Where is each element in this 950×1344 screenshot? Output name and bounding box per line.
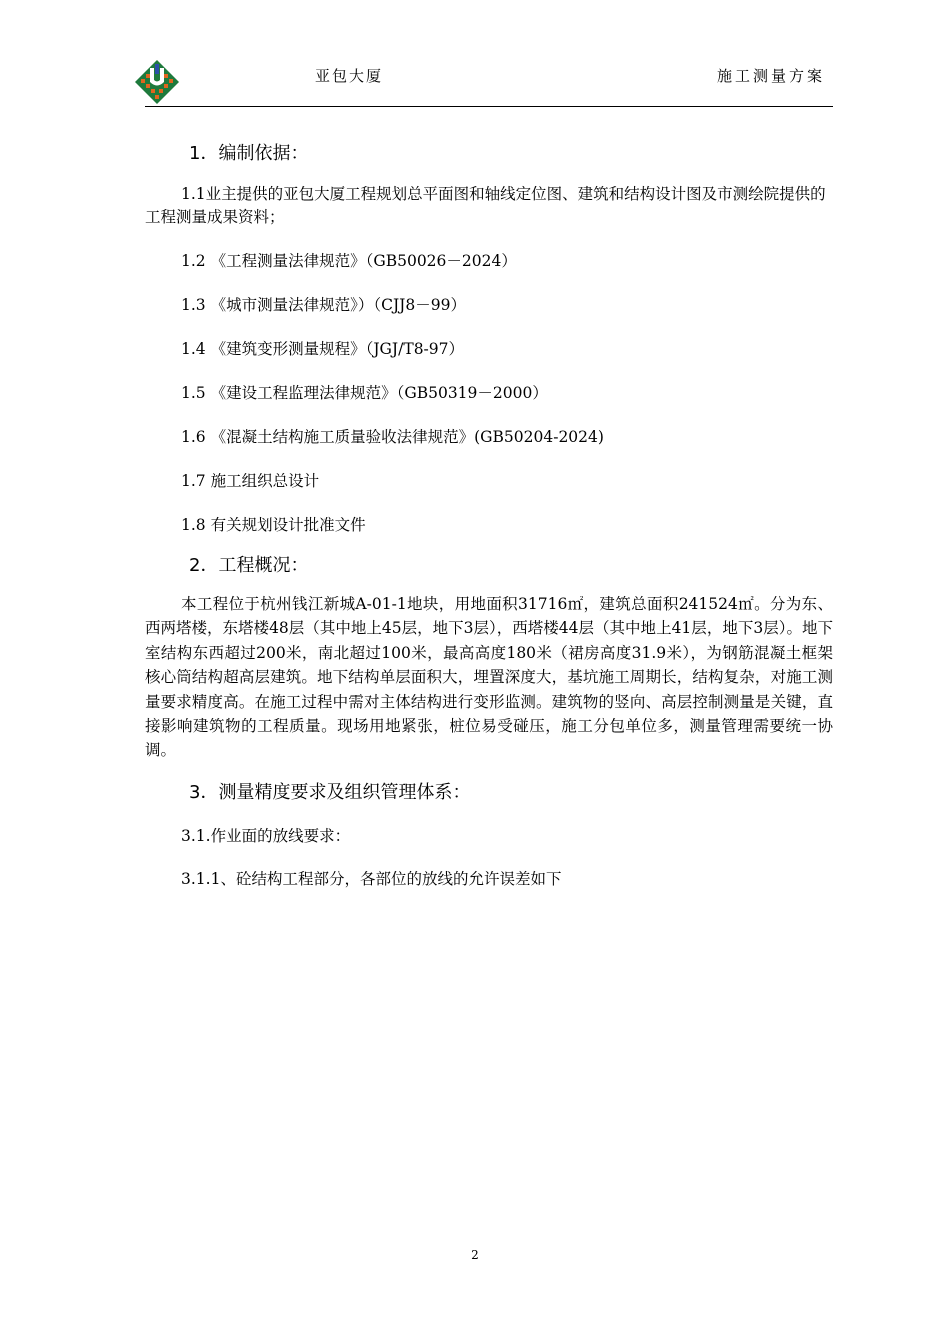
section-3-subheading: 3.1.作业面的放线要求： <box>181 826 351 845</box>
section-1-heading: 1．编制依据： <box>189 143 309 164</box>
list-item: 1.3 《城市测量法律规范》）（CJJ8－99） <box>181 295 466 314</box>
section-1-intro: 1.1业主提供的亚包大厦工程规划总平面图和轴线定位图、建筑和结构设计图及市测绘院提供的工程测量成果资料； <box>145 185 826 226</box>
company-logo-icon <box>133 58 181 106</box>
document-body <box>145 136 833 891</box>
list-item: 1.2 《工程测量法律规范》（GB50026－2024） <box>181 251 517 270</box>
list-item: 1.6 《混凝土结构施工质量验收法律规范》(GB50204-2024) <box>181 427 604 446</box>
list-item: 1.8 有关规划设计批准文件 <box>181 515 366 534</box>
section-3-heading: 3．测量精度要求及组织管理体系： <box>189 781 471 803</box>
page-number: 2 <box>471 1248 479 1262</box>
section-2-body: 本工程位于杭州钱江新城A-01-1地块，用地面积31716㎡，建筑总面积241524㎡。分为东、西两塔楼，东塔楼48层（其中地上45层，地下3层），西塔楼44层（其中地上41层，地下3层）。地下室结构东西超过200米，南北超过100米，最高高度180米（裙房高度31.9米），为钢筋混凝土框架核心筒结构超高层建筑。地下结构单层面积大，埋置深度大，基坑施工周期长，结构复杂，对施工测量要求精度高。在施工过程中需对主体结构进行变形监测。建筑物的竖向、高层控制测量是关键，直接影响建筑物的工程质量。现场用地紧张，桩位易受碰压，施工分包单位多，测量管理需要统一协调。 <box>145 595 833 760</box>
list-item: 1.5 《建设工程监理法律规范》（GB50319－2000） <box>181 383 548 402</box>
section-3-subitem: 3.1.1、砼结构工程部分，各部位的放线的允许误差如下 <box>181 870 562 889</box>
header-document-title: 亚包大厦 <box>315 67 384 85</box>
list-item: 1.7 施工组织总设计 <box>181 471 320 490</box>
header-section-title: 施工测量方案 <box>716 67 825 85</box>
page-header <box>145 56 833 107</box>
list-item: 1.4 《建筑变形测量规程》（JGJ/T8-97） <box>181 339 465 358</box>
section-2-heading: 2．工程概况： <box>189 555 309 576</box>
